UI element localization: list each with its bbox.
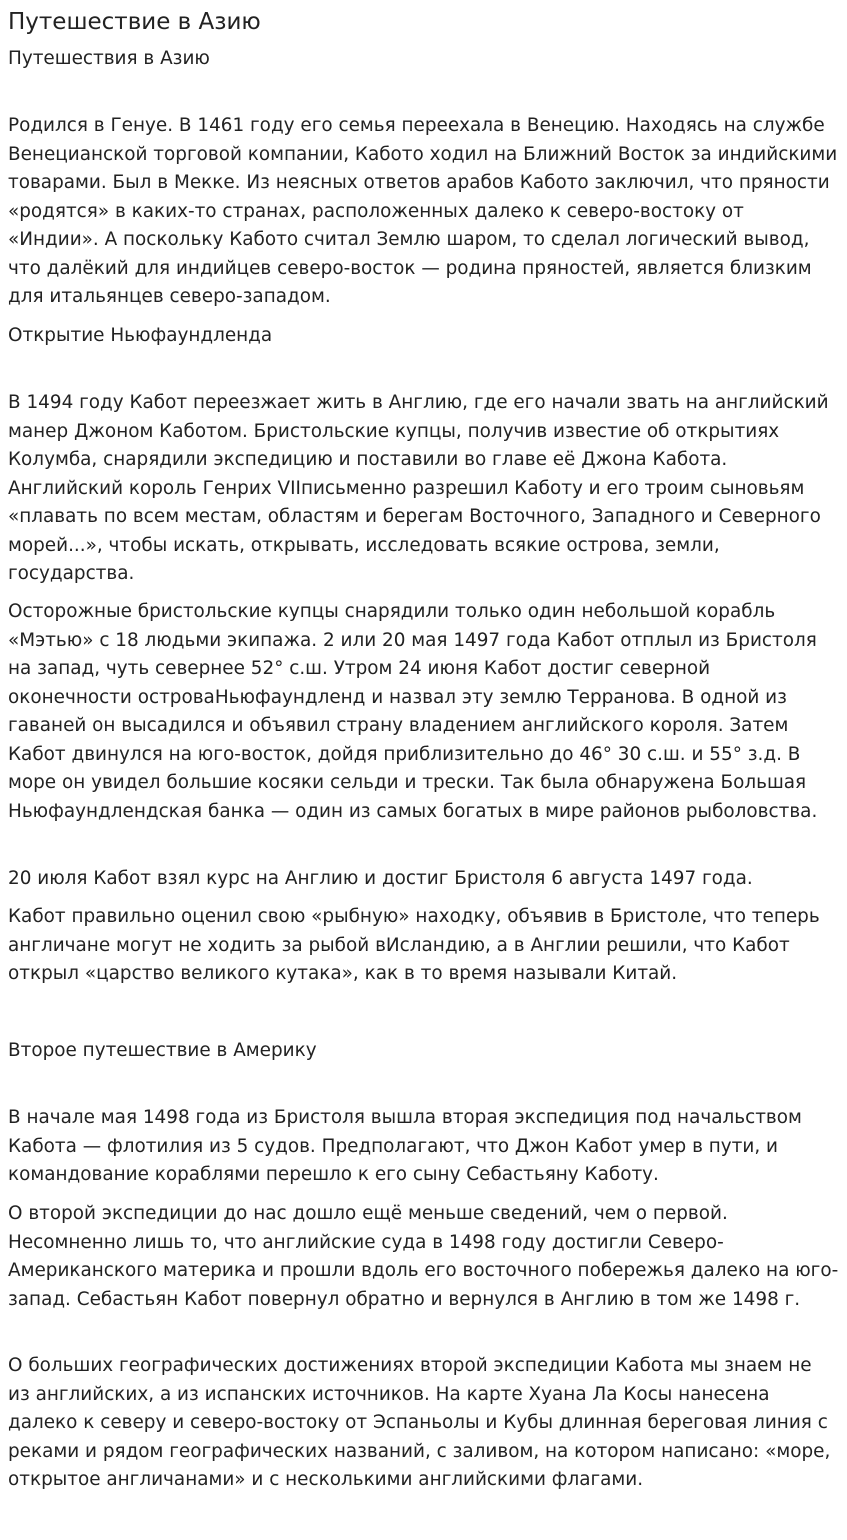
paragraph-england: В 1494 году Кабот переезжает жить в Англию, где его начали звать на английский манер Джоном Каботом. Бристольские купцы, получив известие об открытиях Колумба, снарядили экспедицию и поставили во главе её Джона Кабота. Английский король Генрих VIIписьменно разрешил Каботу и его троим сыновьям «плавать по всем местам, областям и берегам Восточного, Западного и Северного морей...», чтобы искать, открывать, исследовать всякие острова, земли, государства.: [8, 392, 829, 584]
section-heading-second-voyage: Второе путешествие в Америку: [8, 1040, 317, 1061]
paragraph-second-expedition: В начале мая 1498 года из Бристоля вышла вторая экспедиция под начальством Кабота — флотилия из 5 судов. Предполагают, что Джон Кабот умер в пути, и командование кораблями перешло к его сыну Себастьяну Каботу.: [8, 1107, 802, 1185]
paragraph-matthew-voyage: Осторожные бристольские купцы снарядили только один небольшой корабль «Мэтью» с 18 людьми экипажа. 2 или 20 мая 1497 года Кабот отплыл из Бристоля на запад, чуть севернее 52° с.ш. Утром 24 июня Кабот достиг северной оконечности островаНьюфаундленд и назвал эту землю Терранова. В одной из гаваней он высадился и объявил страну владением английского короля. Затем Кабот двинулся на юго-восток, дойдя приблизительно до 46° 30 с.ш. и 55° з.д. В море он увидел большие косяки сельди и трески. Так была обнаружена Большая Ньюфаундлендская банка — один из самых богатых в мире районов рыболовства.: [8, 601, 818, 822]
paragraph-return: 20 июля Кабот взял курс на Англию и достиг Бристоля 6 августа 1497 года.: [8, 868, 753, 889]
paragraph-spanish-sources: О больших географических достижениях второй экспедиции Кабота мы знаем не из английских, а из испанских источников. На карте Хуана Ла Косы нанесена далеко к северу и северо-востоку от Эспаньолы и Кубы длинная береговая линия с реками и рядом географических названий, с заливом, на котором написано: «море, открытое англичанами» и с несколькими английскими флагами.: [8, 1355, 831, 1490]
page-title: Путешествие в Азию: [8, 9, 261, 35]
paragraph-genoa: Родился в Генуе. В 1461 году его семья переехала в Венецию. Находясь на службе Венецианской торговой компании, Кабото ходил на Ближний Восток за индийскими товарами. Был в Мекке. Из неясных ответов арабов Кабото заключил, что пряности «родятся» в каких-то странах, расположенных далеко к северо-востоку от «Индии». А поскольку Кабото считал Землю шаром, то сделал логический вывод, что далёкий для индийцев северо-восток — родина пряностей, является близким для итальянцев северо-западом.: [8, 115, 838, 307]
paragraph-scarce-info: О второй экспедиции до нас дошло ещё меньше сведений, чем о первой. Несомненно лишь то, что английские суда в 1498 году достигли Северо-Американского материка и прошли вдоль его восточного побережья далеко на юго-запад. Себастьян Кабот повернул обратно и вернулся в Англию в том же 1498 г.: [8, 1203, 839, 1310]
paragraph-fish-discovery: Кабот правильно оценил свою «рыбную» находку, объявив в Бристоле, что теперь англичане могут не ходить за рыбой вИсландию, а в Англии решили, что Кабот открыл «царство великого кутака», как в то время называли Китай.: [8, 906, 820, 984]
section-heading-newfoundland: Открытие Ньюфаундленда: [8, 325, 273, 346]
section-heading-asia: Путешествия в Азию: [8, 48, 210, 69]
